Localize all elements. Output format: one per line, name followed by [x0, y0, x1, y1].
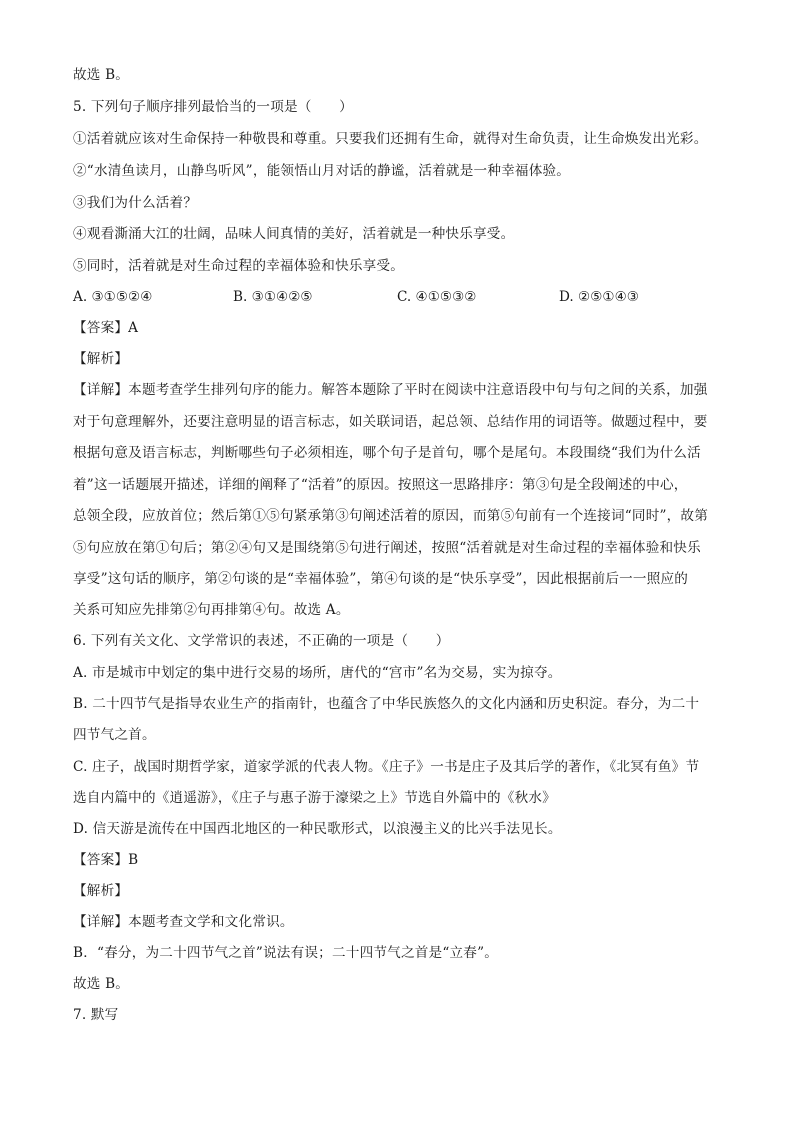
option-a: A. ③①⑤②④ — [73, 289, 153, 305]
sentence-2: ②“水清鱼读月，山静鸟听风”，能领悟山月对话的静谧，活着就是一种幸福体验。 — [73, 163, 571, 179]
question-6-title: 6. 下列有关文化、文学常识的表述，不正确的一项是（ ） — [73, 633, 450, 649]
q6-option-c-cont: 选自内篇中的《逍遥游》，《庄子与惠子游于濠梁之上》节选自外篇中的《秋水》 — [73, 790, 556, 806]
answer-label: 【答案】B — [73, 852, 139, 868]
option-b: B. ③①④②⑤ — [233, 289, 313, 305]
text-line: 故选 B。 — [73, 67, 130, 83]
sentence-5: ⑤同时，活着就是对生命过程的幸福体验和快乐享受。 — [73, 258, 405, 274]
detail-line: B．“春分，为二十四节气之首”说法有误；二十四节气之首是“立春”。 — [73, 945, 499, 961]
detail-line: ⑤句应放在第①句后；第②④句又是围绕第⑤句进行阐述，按照“活着就是对生命过程的幸福体验和快乐 — [73, 540, 701, 556]
analysis-label: 【解析】 — [73, 351, 129, 367]
detail-line: 关系可知应先排第②句再排第④句。故选 A。 — [73, 602, 350, 618]
question-7-title: 7. 默写 — [73, 1007, 119, 1023]
q6-option-b-cont: 四节气之首。 — [73, 727, 156, 743]
option-c: C. ④①⑤③② — [397, 289, 477, 305]
detail-line: 着”这一话题展开描述，详细的阐释了“活着”的原因。按照这一思路排序：第③句是全段阐述的中心， — [73, 477, 688, 493]
question-5-title: 5. 下列句子顺序排列最恰当的一项是（ ） — [73, 99, 353, 115]
analysis-label: 【解析】 — [73, 883, 129, 899]
detail-line: 享受”这句话的顺序，第②句谈的是“幸福体验”，第④句谈的是“快乐享受”，因此根据前后一一照应的 — [73, 571, 689, 587]
q6-option-d: D. 信天游是流传在中国西北地区的一种民歌形式，以浪漫主义的比兴手法见长。 — [73, 821, 562, 837]
answer-label: 【答案】A — [73, 320, 139, 336]
q6-option-a: A. 市是城市中划定的集中进行交易的场所，唐代的“宫市”名为交易，实为掠夺。 — [73, 665, 562, 681]
sentence-3: ③我们为什么活着？ — [73, 195, 198, 211]
detail-line: 故选 B。 — [73, 976, 130, 992]
detail-line: 【详解】本题考查学生排列句序的能力。解答本题除了平时在阅读中注意语段中句与句之间的关系，加强 — [73, 382, 708, 398]
sentence-1: ①活着就应该对生命保持一种敬畏和尊重。只要我们还拥有生命，就得对生命负责，让生命焕发出光彩。 — [73, 131, 708, 147]
detail-line: 根据句意及语言标志，判断哪些句子必须相连，哪个句子是首句，哪个是尾句。本段围绕“我们为什么活 — [73, 445, 701, 461]
detail-line: 【详解】本题考查文学和文化常识。 — [73, 914, 294, 930]
detail-line: 对于句意理解外，还要注意明显的语言标志，如关联词语，起总领、总结作用的词语等。做题过程中，要 — [73, 414, 708, 430]
sentence-4: ④观看澌涌大江的壮阔，品味人间真情的美好，活着就是一种快乐享受。 — [73, 226, 515, 242]
detail-line: 总领全段，应放首位；然后第①⑤句紧承第③句阐述活着的原因，而第⑤句前有一个连接词“同时”，故第 — [73, 508, 709, 524]
q6-option-b: B. 二十四节气是指导农业生产的指南针，也蕴含了中华民族悠久的文化内涵和历史积淀。春分，为二十 — [73, 696, 700, 712]
option-d: D. ②⑤①④③ — [559, 289, 639, 305]
q6-option-c: C. 庄子，战国时期哲学家，道家学派的代表人物。《庄子》一书是庄子及其后学的著作，《北冥有鱼》节 — [73, 759, 700, 775]
